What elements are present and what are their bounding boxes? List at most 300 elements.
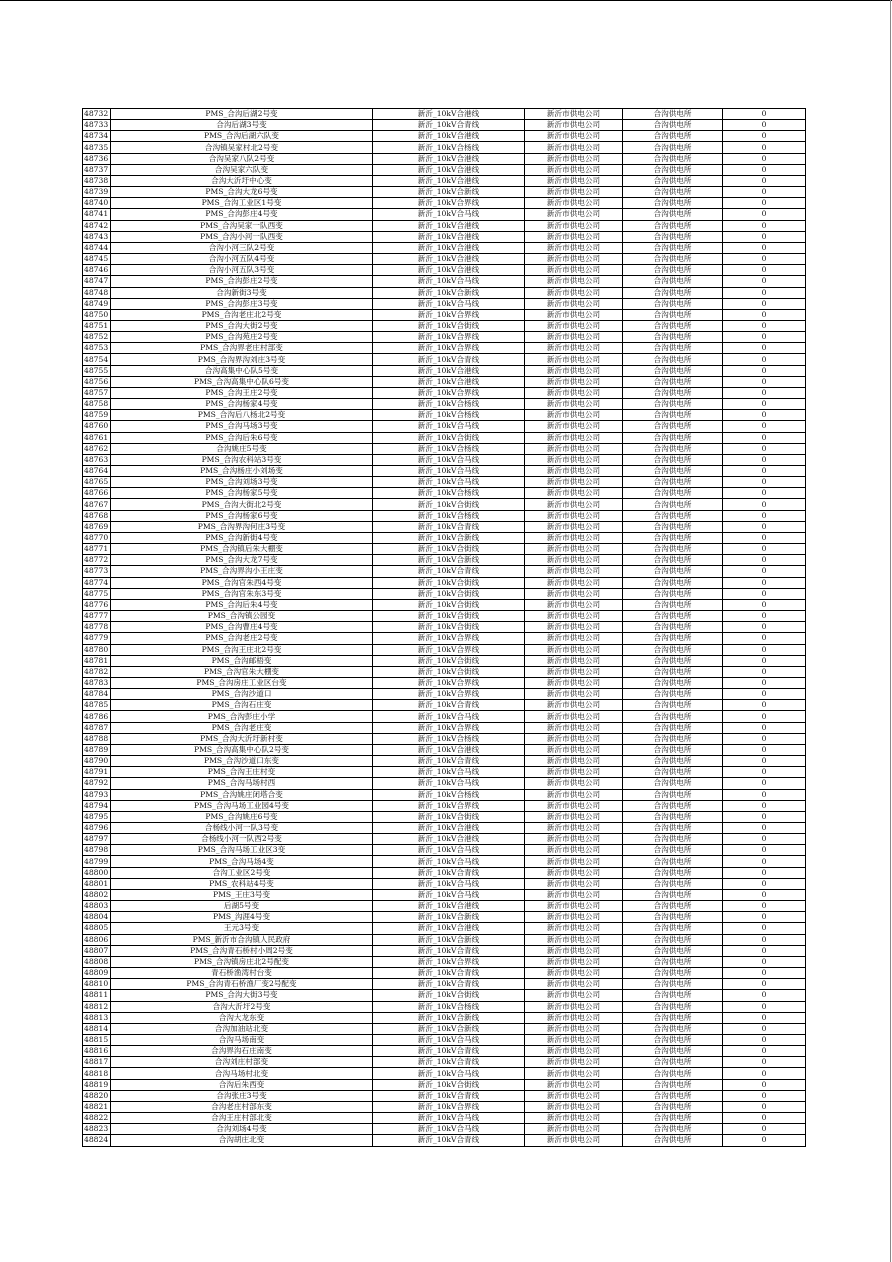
company-cell: 新沂市供电公司 bbox=[525, 153, 623, 164]
feeder-line-cell: 新沂_10kV合青线 bbox=[373, 700, 525, 711]
value-cell: 0 bbox=[723, 432, 806, 443]
value-cell: 0 bbox=[723, 945, 806, 956]
row-id-cell: 48800 bbox=[83, 867, 111, 878]
station-cell: 合沟供电所 bbox=[623, 1001, 723, 1012]
feeder-line-cell: 新沂_10kV合杨线 bbox=[373, 789, 525, 800]
value-cell: 0 bbox=[723, 990, 806, 1001]
value-cell: 0 bbox=[723, 231, 806, 242]
value-cell: 0 bbox=[723, 164, 806, 175]
station-cell: 合沟供电所 bbox=[623, 722, 723, 733]
feeder-line-cell: 新沂_10kV合马线 bbox=[373, 767, 525, 778]
feeder-line-cell: 新沂_10kV合界线 bbox=[373, 387, 525, 398]
company-cell: 新沂市供电公司 bbox=[525, 1124, 623, 1135]
table-row bbox=[83, 432, 806, 443]
row-id-cell: 48791 bbox=[83, 767, 111, 778]
feeder-line-cell: 新沂_10kV合青线 bbox=[373, 756, 525, 767]
value-cell: 0 bbox=[723, 700, 806, 711]
station-cell: 合沟供电所 bbox=[623, 499, 723, 510]
transformer-name-cell: 合沟刘庄村部变 bbox=[111, 1057, 373, 1068]
row-id-cell: 48745 bbox=[83, 254, 111, 265]
station-cell: 合沟供电所 bbox=[623, 109, 723, 120]
value-cell: 0 bbox=[723, 767, 806, 778]
table-row bbox=[83, 1057, 806, 1068]
table-row bbox=[83, 733, 806, 744]
transformer-name-cell: PMS_合沟杨家5号变 bbox=[111, 488, 373, 499]
table-row bbox=[83, 231, 806, 242]
transformer-name-cell: PMS_农科站4号变 bbox=[111, 878, 373, 889]
company-cell: 新沂市供电公司 bbox=[525, 689, 623, 700]
table-row bbox=[83, 845, 806, 856]
feeder-line-cell: 新沂_10kV合马线 bbox=[373, 711, 525, 722]
value-cell: 0 bbox=[723, 220, 806, 231]
feeder-line-cell: 新沂_10kV合界线 bbox=[373, 956, 525, 967]
value-cell: 0 bbox=[723, 1113, 806, 1124]
feeder-line-cell: 新沂_10kV合界线 bbox=[373, 722, 525, 733]
transformer-name-cell: PMS_合沟新街4号变 bbox=[111, 532, 373, 543]
table-row bbox=[83, 332, 806, 343]
transformer-name-cell: PMS_合沟老庄北2号变 bbox=[111, 309, 373, 320]
station-cell: 合沟供电所 bbox=[623, 477, 723, 488]
feeder-line-cell: 新沂_10kV合新线 bbox=[373, 934, 525, 945]
table-row bbox=[83, 120, 806, 131]
feeder-line-cell: 新沂_10kV合新线 bbox=[373, 555, 525, 566]
company-cell: 新沂市供电公司 bbox=[525, 878, 623, 889]
company-cell: 新沂市供电公司 bbox=[525, 1034, 623, 1045]
company-cell: 新沂市供电公司 bbox=[525, 934, 623, 945]
row-id-cell: 48744 bbox=[83, 242, 111, 253]
feeder-line-cell: 新沂_10kV合街线 bbox=[373, 544, 525, 555]
feeder-line-cell: 新沂_10kV合马线 bbox=[373, 845, 525, 856]
value-cell: 0 bbox=[723, 488, 806, 499]
table-row bbox=[83, 689, 806, 700]
transformer-name-cell: PMS_合沟杨家6号变 bbox=[111, 510, 373, 521]
feeder-line-cell: 新沂_10kV合马线 bbox=[373, 466, 525, 477]
transformer-name-cell: PMS_合沟邮梧变 bbox=[111, 655, 373, 666]
company-cell: 新沂市供电公司 bbox=[525, 1068, 623, 1079]
transformer-name-cell: PMS_合沟马场村西 bbox=[111, 778, 373, 789]
company-cell: 新沂市供电公司 bbox=[525, 700, 623, 711]
table-row bbox=[83, 823, 806, 834]
table-row bbox=[83, 700, 806, 711]
value-cell: 0 bbox=[723, 276, 806, 287]
table-row bbox=[83, 488, 806, 499]
station-cell: 合沟供电所 bbox=[623, 142, 723, 153]
value-cell: 0 bbox=[723, 611, 806, 622]
company-cell: 新沂市供电公司 bbox=[525, 867, 623, 878]
transformer-name-cell: PMS_合沟后朱4号变 bbox=[111, 599, 373, 610]
row-id-cell: 48820 bbox=[83, 1090, 111, 1101]
row-id-cell: 48798 bbox=[83, 845, 111, 856]
company-cell: 新沂市供电公司 bbox=[525, 968, 623, 979]
company-cell: 新沂市供电公司 bbox=[525, 432, 623, 443]
row-id-cell: 48767 bbox=[83, 499, 111, 510]
value-cell: 0 bbox=[723, 1135, 806, 1146]
row-id-cell: 48796 bbox=[83, 823, 111, 834]
table-body bbox=[83, 109, 806, 1147]
value-cell: 0 bbox=[723, 265, 806, 276]
value-cell: 0 bbox=[723, 644, 806, 655]
feeder-line-cell: 新沂_10kV合青线 bbox=[373, 120, 525, 131]
transformer-name-cell: PMS_合沟杨庄小刘场变 bbox=[111, 466, 373, 477]
value-cell: 0 bbox=[723, 187, 806, 198]
company-cell: 新沂市供电公司 bbox=[525, 733, 623, 744]
row-id-cell: 48786 bbox=[83, 711, 111, 722]
transformer-name-cell: PMS_合沟杨家4号变 bbox=[111, 399, 373, 410]
station-cell: 合沟供电所 bbox=[623, 131, 723, 142]
company-cell: 新沂市供电公司 bbox=[525, 588, 623, 599]
company-cell: 新沂市供电公司 bbox=[525, 845, 623, 856]
feeder-line-cell: 新沂_10kV合港线 bbox=[373, 220, 525, 231]
row-id-cell: 48758 bbox=[83, 399, 111, 410]
table-row bbox=[83, 778, 806, 789]
row-id-cell: 48739 bbox=[83, 187, 111, 198]
station-cell: 合沟供电所 bbox=[623, 845, 723, 856]
table-row bbox=[83, 923, 806, 934]
company-cell: 新沂市供电公司 bbox=[525, 1001, 623, 1012]
transformer-name-cell: 合沟马场村北变 bbox=[111, 1068, 373, 1079]
transformer-name-cell: 后湖5号变 bbox=[111, 901, 373, 912]
table-row bbox=[83, 677, 806, 688]
feeder-line-cell: 新沂_10kV合青线 bbox=[373, 968, 525, 979]
transformer-name-cell: PMS_合沟石庄变 bbox=[111, 700, 373, 711]
transformer-name-cell: PMS_合沟官朱大棚变 bbox=[111, 666, 373, 677]
company-cell: 新沂市供电公司 bbox=[525, 566, 623, 577]
table-row bbox=[83, 220, 806, 231]
company-cell: 新沂市供电公司 bbox=[525, 789, 623, 800]
row-id-cell: 48804 bbox=[83, 912, 111, 923]
company-cell: 新沂市供电公司 bbox=[525, 220, 623, 231]
value-cell: 0 bbox=[723, 477, 806, 488]
row-id-cell: 48816 bbox=[83, 1046, 111, 1057]
transformer-name-cell: 合杨线小河一队西2号变 bbox=[111, 834, 373, 845]
feeder-line-cell: 新沂_10kV合马线 bbox=[373, 1034, 525, 1045]
transformer-name-cell: PMS_合沟工业区1号变 bbox=[111, 198, 373, 209]
row-id-cell: 48821 bbox=[83, 1101, 111, 1112]
station-cell: 合沟供电所 bbox=[623, 889, 723, 900]
station-cell: 合沟供电所 bbox=[623, 811, 723, 822]
transformer-name-cell: PMS_合沟沙道口 bbox=[111, 689, 373, 700]
table-row bbox=[83, 354, 806, 365]
table-row bbox=[83, 298, 806, 309]
value-cell: 0 bbox=[723, 421, 806, 432]
row-id-cell: 48776 bbox=[83, 599, 111, 610]
row-id-cell: 48785 bbox=[83, 700, 111, 711]
feeder-line-cell: 新沂_10kV合港线 bbox=[373, 153, 525, 164]
value-cell: 0 bbox=[723, 599, 806, 610]
value-cell: 0 bbox=[723, 1001, 806, 1012]
table-row bbox=[83, 588, 806, 599]
feeder-line-cell: 新沂_10kV合街线 bbox=[373, 622, 525, 633]
station-cell: 合沟供电所 bbox=[623, 1023, 723, 1034]
transformer-name-cell: PMS_合沟老庄变 bbox=[111, 722, 373, 733]
value-cell: 0 bbox=[723, 499, 806, 510]
station-cell: 合沟供电所 bbox=[623, 756, 723, 767]
station-cell: 合沟供电所 bbox=[623, 856, 723, 867]
company-cell: 新沂市供电公司 bbox=[525, 611, 623, 622]
row-id-cell: 48799 bbox=[83, 856, 111, 867]
value-cell: 0 bbox=[723, 878, 806, 889]
table-row bbox=[83, 912, 806, 923]
value-cell: 0 bbox=[723, 1090, 806, 1101]
row-id-cell: 48789 bbox=[83, 744, 111, 755]
company-cell: 新沂市供电公司 bbox=[525, 332, 623, 343]
feeder-line-cell: 新沂_10kV合港线 bbox=[373, 231, 525, 242]
table-row bbox=[83, 142, 806, 153]
station-cell: 合沟供电所 bbox=[623, 254, 723, 265]
table-row bbox=[83, 555, 806, 566]
feeder-line-cell: 新沂_10kV合界线 bbox=[373, 644, 525, 655]
feeder-line-cell: 新沂_10kV合街线 bbox=[373, 655, 525, 666]
value-cell: 0 bbox=[723, 666, 806, 677]
station-cell: 合沟供电所 bbox=[623, 878, 723, 889]
row-id-cell: 48754 bbox=[83, 354, 111, 365]
company-cell: 新沂市供电公司 bbox=[525, 309, 623, 320]
transformer-name-cell: PMS_合沟大街3号变 bbox=[111, 990, 373, 1001]
feeder-line-cell: 新沂_10kV合青线 bbox=[373, 1090, 525, 1101]
value-cell: 0 bbox=[723, 968, 806, 979]
row-id-cell: 48751 bbox=[83, 320, 111, 331]
company-cell: 新沂市供电公司 bbox=[525, 800, 623, 811]
table-row bbox=[83, 956, 806, 967]
station-cell: 合沟供电所 bbox=[623, 399, 723, 410]
station-cell: 合沟供电所 bbox=[623, 164, 723, 175]
station-cell: 合沟供电所 bbox=[623, 1068, 723, 1079]
station-cell: 合沟供电所 bbox=[623, 198, 723, 209]
feeder-line-cell: 新沂_10kV合新线 bbox=[373, 187, 525, 198]
feeder-line-cell: 新沂_10kV合新线 bbox=[373, 287, 525, 298]
table-row bbox=[83, 1090, 806, 1101]
table-row bbox=[83, 1034, 806, 1045]
table-row bbox=[83, 756, 806, 767]
value-cell: 0 bbox=[723, 298, 806, 309]
row-id-cell: 48794 bbox=[83, 800, 111, 811]
table-row bbox=[83, 131, 806, 142]
table-row bbox=[83, 510, 806, 521]
row-id-cell: 48742 bbox=[83, 220, 111, 231]
feeder-line-cell: 新沂_10kV合街线 bbox=[373, 611, 525, 622]
transformer-name-cell: PMS_合沟彭庄小学 bbox=[111, 711, 373, 722]
table-row bbox=[83, 376, 806, 387]
company-cell: 新沂市供电公司 bbox=[525, 979, 623, 990]
value-cell: 0 bbox=[723, 1079, 806, 1090]
station-cell: 合沟供电所 bbox=[623, 834, 723, 845]
company-cell: 新沂市供电公司 bbox=[525, 544, 623, 555]
table-row bbox=[83, 164, 806, 175]
row-id-cell: 48782 bbox=[83, 666, 111, 677]
table-row bbox=[83, 499, 806, 510]
row-id-cell: 48803 bbox=[83, 901, 111, 912]
row-id-cell: 48763 bbox=[83, 454, 111, 465]
feeder-line-cell: 新沂_10kV合街线 bbox=[373, 599, 525, 610]
table-row bbox=[83, 945, 806, 956]
company-cell: 新沂市供电公司 bbox=[525, 655, 623, 666]
table-row bbox=[83, 633, 806, 644]
row-id-cell: 48757 bbox=[83, 387, 111, 398]
table-row bbox=[83, 968, 806, 979]
table-row bbox=[83, 1046, 806, 1057]
row-id-cell: 48756 bbox=[83, 376, 111, 387]
value-cell: 0 bbox=[723, 153, 806, 164]
value-cell: 0 bbox=[723, 711, 806, 722]
value-cell: 0 bbox=[723, 956, 806, 967]
station-cell: 合沟供电所 bbox=[623, 823, 723, 834]
feeder-line-cell: 新沂_10kV合港线 bbox=[373, 242, 525, 253]
company-cell: 新沂市供电公司 bbox=[525, 823, 623, 834]
feeder-line-cell: 新沂_10kV合港线 bbox=[373, 823, 525, 834]
station-cell: 合沟供电所 bbox=[623, 1101, 723, 1112]
table-row bbox=[83, 767, 806, 778]
row-id-cell: 48765 bbox=[83, 477, 111, 488]
company-cell: 新沂市供电公司 bbox=[525, 276, 623, 287]
transformer-name-cell: PMS_合沟刘场3号变 bbox=[111, 477, 373, 488]
company-cell: 新沂市供电公司 bbox=[525, 231, 623, 242]
transformer-name-cell: 合沟张庄3号变 bbox=[111, 1090, 373, 1101]
company-cell: 新沂市供电公司 bbox=[525, 945, 623, 956]
value-cell: 0 bbox=[723, 566, 806, 577]
company-cell: 新沂市供电公司 bbox=[525, 365, 623, 376]
table-row bbox=[83, 320, 806, 331]
station-cell: 合沟供电所 bbox=[623, 923, 723, 934]
company-cell: 新沂市供电公司 bbox=[525, 287, 623, 298]
transformer-name-cell: 合沟刘场4号变 bbox=[111, 1124, 373, 1135]
feeder-line-cell: 新沂_10kV合马线 bbox=[373, 298, 525, 309]
value-cell: 0 bbox=[723, 510, 806, 521]
transformer-name-cell: 合沟王庄村部北变 bbox=[111, 1113, 373, 1124]
station-cell: 合沟供电所 bbox=[623, 332, 723, 343]
station-cell: 合沟供电所 bbox=[623, 298, 723, 309]
feeder-line-cell: 新沂_10kV合青线 bbox=[373, 566, 525, 577]
table-row bbox=[83, 109, 806, 120]
station-cell: 合沟供电所 bbox=[623, 1057, 723, 1068]
table-row bbox=[83, 577, 806, 588]
row-id-cell: 48814 bbox=[83, 1023, 111, 1034]
value-cell: 0 bbox=[723, 1034, 806, 1045]
company-cell: 新沂市供电公司 bbox=[525, 912, 623, 923]
value-cell: 0 bbox=[723, 555, 806, 566]
value-cell: 0 bbox=[723, 1012, 806, 1023]
company-cell: 新沂市供电公司 bbox=[525, 666, 623, 677]
transformer-name-cell: 合沟小河五队3号变 bbox=[111, 265, 373, 276]
station-cell: 合沟供电所 bbox=[623, 421, 723, 432]
row-id-cell: 48809 bbox=[83, 968, 111, 979]
value-cell: 0 bbox=[723, 789, 806, 800]
feeder-line-cell: 新沂_10kV合青线 bbox=[373, 1046, 525, 1057]
feeder-line-cell: 新沂_10kV合青线 bbox=[373, 867, 525, 878]
feeder-line-cell: 新沂_10kV合新线 bbox=[373, 1012, 525, 1023]
station-cell: 合沟供电所 bbox=[623, 778, 723, 789]
table-row bbox=[83, 454, 806, 465]
station-cell: 合沟供电所 bbox=[623, 789, 723, 800]
table-row bbox=[83, 1023, 806, 1034]
transformer-name-cell: 合沟后朱西变 bbox=[111, 1079, 373, 1090]
feeder-line-cell: 新沂_10kV合港线 bbox=[373, 175, 525, 186]
company-cell: 新沂市供电公司 bbox=[525, 109, 623, 120]
station-cell: 合沟供电所 bbox=[623, 588, 723, 599]
table-row bbox=[83, 276, 806, 287]
transformer-name-cell: PMS_合沟农科站3号变 bbox=[111, 454, 373, 465]
station-cell: 合沟供电所 bbox=[623, 209, 723, 220]
station-cell: 合沟供电所 bbox=[623, 521, 723, 532]
company-cell: 新沂市供电公司 bbox=[525, 175, 623, 186]
value-cell: 0 bbox=[723, 544, 806, 555]
company-cell: 新沂市供电公司 bbox=[525, 644, 623, 655]
feeder-line-cell: 新沂_10kV合青线 bbox=[373, 1135, 525, 1146]
transformer-name-cell: PMS_合沟后八杨北2号变 bbox=[111, 410, 373, 421]
row-id-cell: 48743 bbox=[83, 231, 111, 242]
row-id-cell: 48736 bbox=[83, 153, 111, 164]
transformer-name-cell: 合沟吴家八队2号变 bbox=[111, 153, 373, 164]
company-cell: 新沂市供电公司 bbox=[525, 1135, 623, 1146]
feeder-line-cell: 新沂_10kV合新线 bbox=[373, 912, 525, 923]
station-cell: 合沟供电所 bbox=[623, 1079, 723, 1090]
value-cell: 0 bbox=[723, 733, 806, 744]
row-id-cell: 48783 bbox=[83, 677, 111, 688]
row-id-cell: 48813 bbox=[83, 1012, 111, 1023]
station-cell: 合沟供电所 bbox=[623, 666, 723, 677]
feeder-line-cell: 新沂_10kV合杨线 bbox=[373, 410, 525, 421]
station-cell: 合沟供电所 bbox=[623, 555, 723, 566]
transformer-name-cell: 合沟胡庄北变 bbox=[111, 1135, 373, 1146]
row-id-cell: 48735 bbox=[83, 142, 111, 153]
feeder-line-cell: 新沂_10kV合界线 bbox=[373, 689, 525, 700]
value-cell: 0 bbox=[723, 254, 806, 265]
table-row bbox=[83, 187, 806, 198]
table-row bbox=[83, 477, 806, 488]
company-cell: 新沂市供电公司 bbox=[525, 454, 623, 465]
company-cell: 新沂市供电公司 bbox=[525, 990, 623, 1001]
transformer-name-cell: PMS_合沟王庄北2号变 bbox=[111, 644, 373, 655]
transformer-name-cell: PMS_合沟大街2号变 bbox=[111, 320, 373, 331]
value-cell: 0 bbox=[723, 454, 806, 465]
station-cell: 合沟供电所 bbox=[623, 934, 723, 945]
station-cell: 合沟供电所 bbox=[623, 1113, 723, 1124]
feeder-line-cell: 新沂_10kV合港线 bbox=[373, 109, 525, 120]
row-id-cell: 48775 bbox=[83, 588, 111, 599]
feeder-line-cell: 新沂_10kV合马线 bbox=[373, 778, 525, 789]
feeder-line-cell: 新沂_10kV合街线 bbox=[373, 990, 525, 1001]
value-cell: 0 bbox=[723, 744, 806, 755]
company-cell: 新沂市供电公司 bbox=[525, 131, 623, 142]
company-cell: 新沂市供电公司 bbox=[525, 923, 623, 934]
table-row bbox=[83, 722, 806, 733]
transformer-name-cell: PMS_合沟姚庄闭塔合变 bbox=[111, 789, 373, 800]
value-cell: 0 bbox=[723, 867, 806, 878]
table-row bbox=[83, 399, 806, 410]
row-id-cell: 48822 bbox=[83, 1113, 111, 1124]
table-row bbox=[83, 153, 806, 164]
row-id-cell: 48793 bbox=[83, 789, 111, 800]
value-cell: 0 bbox=[723, 109, 806, 120]
station-cell: 合沟供电所 bbox=[623, 655, 723, 666]
transformer-name-cell: 合沟马场南变 bbox=[111, 1034, 373, 1045]
row-id-cell: 48810 bbox=[83, 979, 111, 990]
table-row bbox=[83, 1001, 806, 1012]
company-cell: 新沂市供电公司 bbox=[525, 142, 623, 153]
station-cell: 合沟供电所 bbox=[623, 767, 723, 778]
feeder-line-cell: 新沂_10kV合马线 bbox=[373, 209, 525, 220]
transformer-name-cell: PMS_合沟后湖六队变 bbox=[111, 131, 373, 142]
feeder-line-cell: 新沂_10kV合界线 bbox=[373, 332, 525, 343]
value-cell: 0 bbox=[723, 1101, 806, 1112]
transformer-name-cell: PMS_合沟吴家一队西变 bbox=[111, 220, 373, 231]
company-cell: 新沂市供电公司 bbox=[525, 387, 623, 398]
company-cell: 新沂市供电公司 bbox=[525, 1113, 623, 1124]
value-cell: 0 bbox=[723, 466, 806, 477]
station-cell: 合沟供电所 bbox=[623, 677, 723, 688]
row-id-cell: 48780 bbox=[83, 644, 111, 655]
station-cell: 合沟供电所 bbox=[623, 633, 723, 644]
value-cell: 0 bbox=[723, 175, 806, 186]
